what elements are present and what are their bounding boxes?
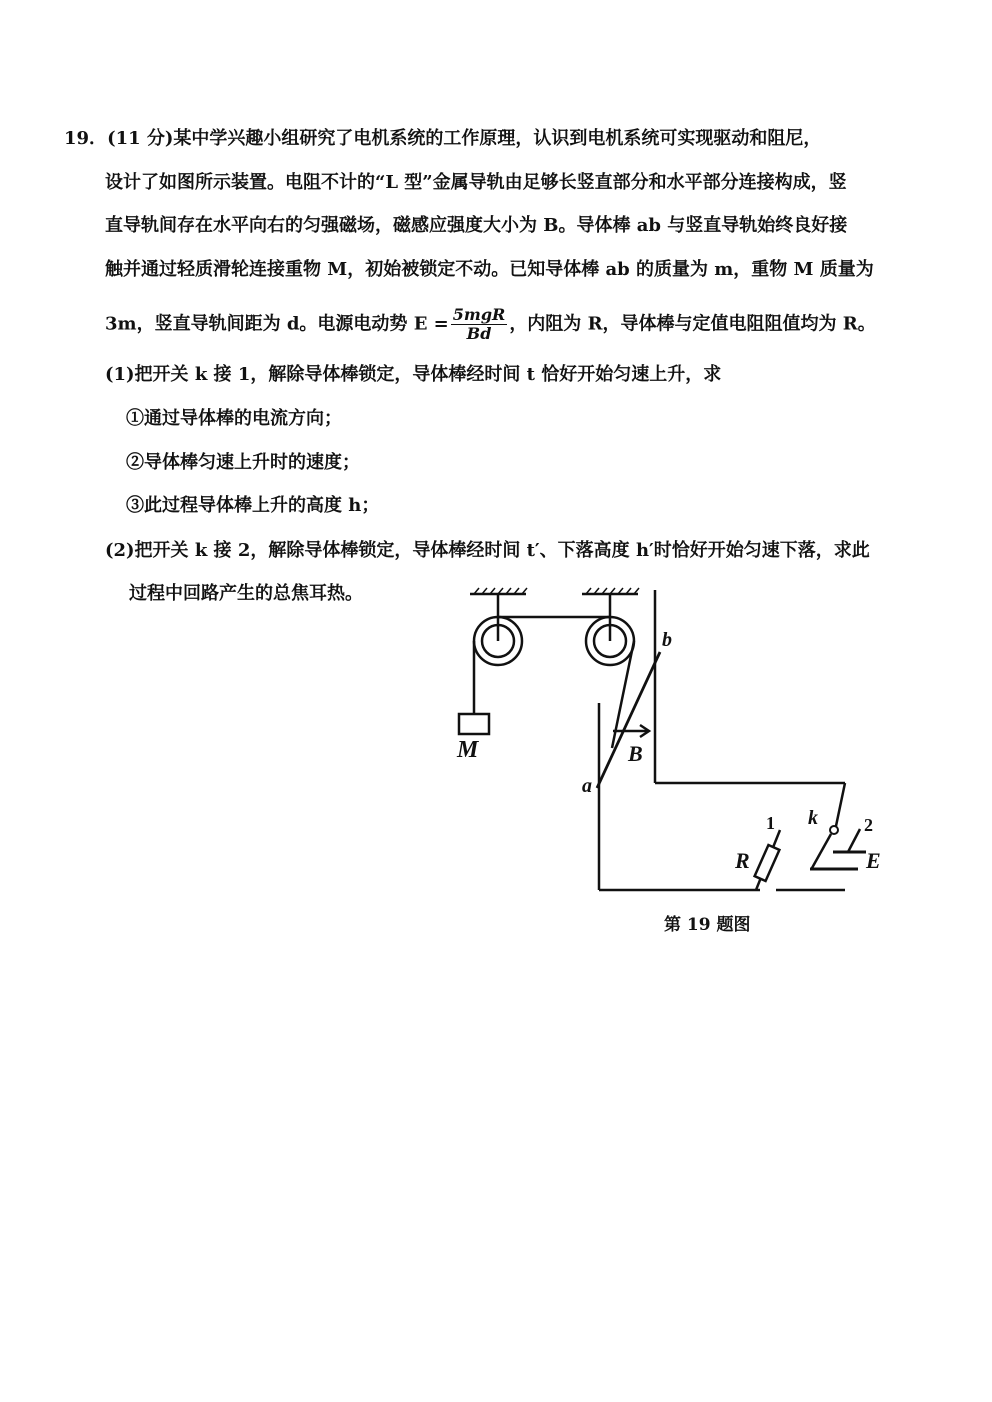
label-E: E bbox=[866, 848, 881, 873]
label-k: k bbox=[808, 807, 818, 829]
switch-pivot bbox=[830, 826, 838, 834]
emf-numerator: 5mgR bbox=[452, 305, 506, 324]
part-1-sub-3: ③此过程导体棒上升的高度 h； bbox=[126, 495, 380, 516]
right-ceiling-mount bbox=[582, 588, 639, 641]
left-ceiling-mount bbox=[470, 588, 527, 641]
magnetic-field-arrow bbox=[613, 725, 649, 737]
label-2: 2 bbox=[864, 815, 873, 835]
question-line-3: 直导轨间存在水平向右的匀强磁场，磁感应强度大小为 B。导体棒 ab 与竖直导轨始终良好接 bbox=[105, 215, 848, 236]
question-line-4: 触并通过轻质滑轮连接重物 M，初始被锁定不动。已知导体棒 ab 的质量为 m，重物 M 质量为 bbox=[105, 259, 874, 280]
right-rail bbox=[655, 590, 845, 826]
emf-text-post: ，内阻为 R，导体棒与定值电阻阻值均为 R。 bbox=[509, 313, 876, 335]
resistor bbox=[755, 830, 780, 890]
battery bbox=[810, 829, 866, 869]
emf-denominator: Bd bbox=[466, 324, 492, 343]
label-R: R bbox=[735, 848, 750, 873]
label-a: a bbox=[582, 775, 592, 797]
part-1: (1)把开关 k 接 1，解除导体棒锁定，导体棒经时间 t 恰好开始匀速上升，求 bbox=[105, 364, 722, 385]
part-1-sub-2: ②导体棒匀速上升时的速度； bbox=[126, 452, 360, 473]
figure-caption: 第 19 题图 bbox=[664, 915, 751, 935]
question-line-2: 设计了如图所示装置。电阻不计的“L 型”金属导轨由足够长竖直部分和水平部分连接构成，竖 bbox=[105, 172, 847, 193]
question-text-1: (11 分)某中学兴趣小组研究了电机系统的工作原理，认识到电机系统可实现驱动和阻尼， bbox=[107, 128, 822, 149]
label-b: b bbox=[662, 629, 672, 651]
label-B: B bbox=[628, 741, 643, 766]
question-number: 19． bbox=[64, 128, 108, 149]
weight-block bbox=[459, 714, 489, 734]
part-1-sub-1: ①通过导体棒的电流方向； bbox=[126, 408, 342, 429]
switch-blade bbox=[812, 834, 831, 868]
label-1: 1 bbox=[766, 813, 775, 833]
part-2-continued: 过程中回路产生的总焦耳热。 bbox=[129, 583, 363, 604]
label-M: M bbox=[457, 737, 479, 763]
emf-text-pre: 3m，竖直导轨间距为 d。电源电动势 E = bbox=[105, 313, 449, 335]
part-2: (2)把开关 k 接 2，解除导体棒锁定，导体棒经时间 t′、下落高度 h′时恰好开始匀速下落，求此 bbox=[105, 540, 870, 561]
